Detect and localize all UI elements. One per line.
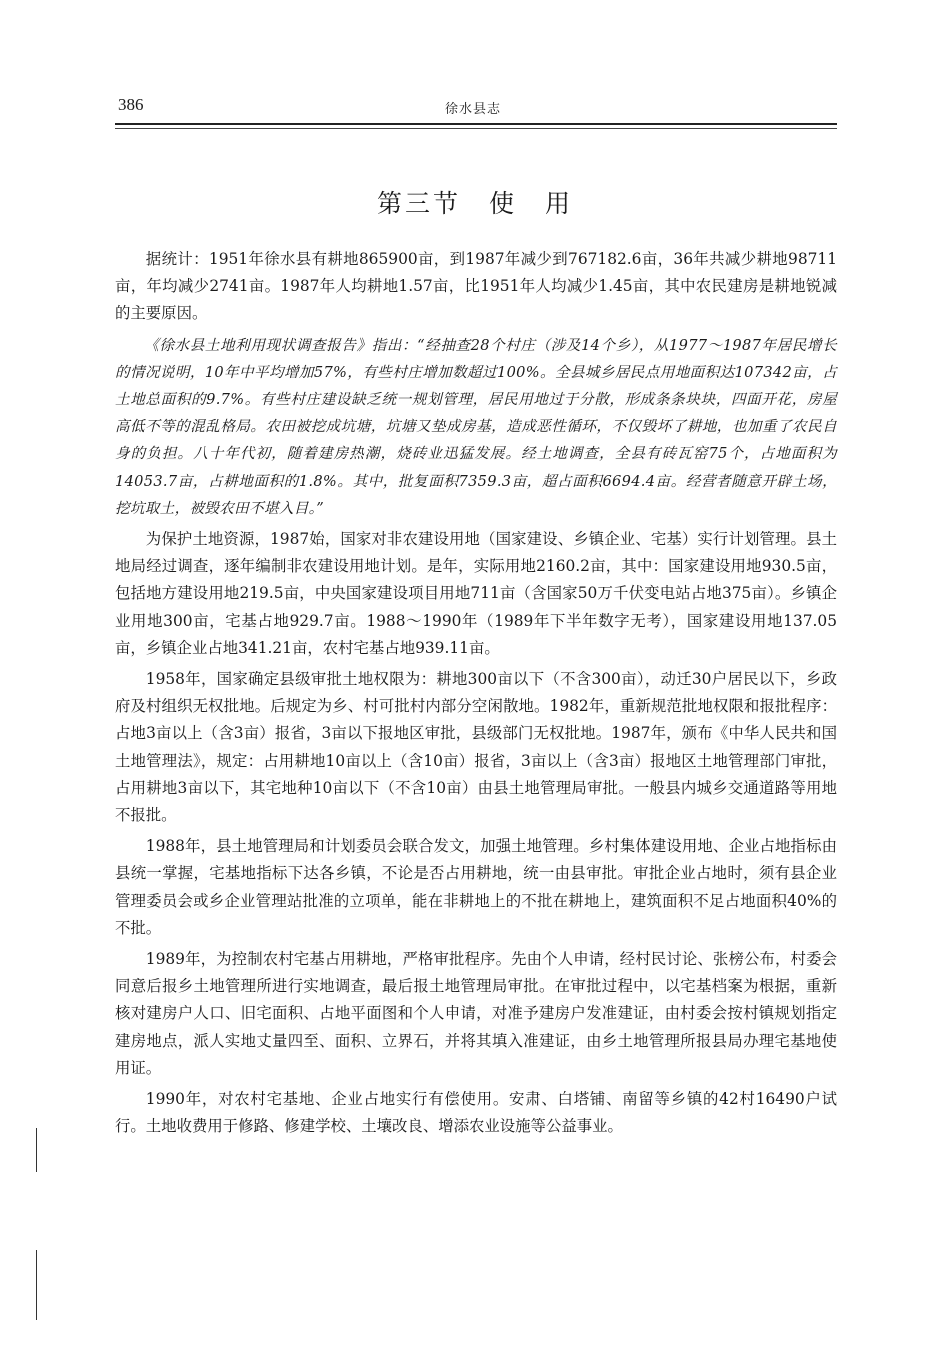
paragraph-7: 1990年，对农村宅基地、企业占地实行有偿使用。安肃、白塔铺、南留等乡镇的42村16490户试行。土地收费用于修路、修建学校、土壤改良、增添农业设施等公益事业。 [115,1090,837,1136]
header-rule-thin [115,128,837,129]
margin-mark-1 [36,1128,37,1172]
margin-mark-2 [36,1250,37,1320]
paragraph-1: 据统计：1951年徐水县有耕地865900亩，到1987年减少到767182.6亩，36年共减少耕地98711亩，年均减少2741亩。1987年人均耕地1.57亩，比1951年人均减少1.45亩，其中农民建房是耕地锐减的主要原因。 [115,250,837,323]
paragraph-3: 为保护土地资源，1987始，国家对非农建设用地（国家建设、乡镇企业、宅基）实行计划管理。县土地局经过调查，逐年编制非农建设用地计划。是年，实际用地2160.2亩，其中：国家建设用地930.5亩，包括地方建设用地219.5亩，中央国家建设项目用地711亩（含国家50万千伏变电站占地375亩）。乡镇企业用地300亩，宅基占地929.7亩。1988～1990年（1989年下半年数字无考），国家建设用地137.05亩，乡镇企业占地341.21亩，农村宅基占地939.11亩。 [115,530,837,657]
paragraph-6: 1989年，为控制农村宅基占用耕地，严格审批程序。先由个人申请，经村民讨论、张榜公布，村委会同意后报乡土地管理所进行实地调查，最后报土地管理局审批。在审批过程中，以宅基档案为根据，重新核对建房户人口、旧宅面积、占地平面图和个人申请，对准予建房户发准建证，由村委会按村镇规划指定建房地点，派人实地丈量四至、面积、立界石，并将其填入准建证，由乡土地管理所报县局办理宅基地使用证。 [115,950,837,1077]
header-rule-thick [115,123,837,125]
section-title: 第三节 使 用 [376,189,573,218]
paragraph-4: 1958年，国家确定县级审批土地权限为：耕地300亩以下（不含300亩），动迁30户居民以下，乡政府及村组织无权批地。后规定为乡、村可批村内部分空闲散地。1982年，重新规范批地权限和报批程序：占地3亩以上（含3亩）报省，3亩以下报地区审批，县级部门无权批地。1987年，颁布《中华人民共和国土地管理法》，规定：占用耕地10亩以上（含10亩）报省，3亩以上（含3亩）报地区土地管理部门审批，占用耕地3亩以下，其宅地种10亩以下（不含10亩）由县土地管理局审批。一般县内城乡交通道路等用地不报批。 [115,670,837,825]
body-text [115,246,837,1145]
page-header [115,92,837,128]
page-number: 386 [118,95,144,114]
paragraph-2-quote: 《徐水县土地利用现状调查报告》指出：“经抽查28个村庄（涉及14个乡），从1977～1987年居民增长的情况说明，10年中平均增加57%，有些村庄增加数超过100%。全县城乡居民点用地面积达107342亩，占土地总面积的9.7%。有些村庄建设缺乏统一规划管理，居民用地过于分散，形成条条块块，四面开花，房屋高低不等的混乱格局。农田被挖成坑塘，坑塘又垫成房基，造成恶性循环，不仅毁坏了耕地，也加重了农民自身的负担。八十年代初，随着建房热潮，烧砖业迅猛发展。经土地调查，全县有砖瓦窑75个，占地面积为14053.7亩，占耕地面积的1.8%。其中，批复面积7359.3亩，超占面积6694.4亩。经营者随意开辟土场，挖坑取土，被毁农田不堪入目。” [115,336,837,517]
paragraph-5: 1988年，县土地管理局和计划委员会联合发文，加强土地管理。乡村集体建设用地、企业占地指标由县统一掌握，宅基地指标下达各乡镇，不论是否占用耕地，统一由县审批。审批企业占地时，须有县企业管理委员会或乡企业管理站批准的立项单，能在非耕地上的不批在耕地上，建筑面积不足占地面积40%的不批。 [115,837,837,937]
running-title: 徐水县志 [445,102,502,117]
